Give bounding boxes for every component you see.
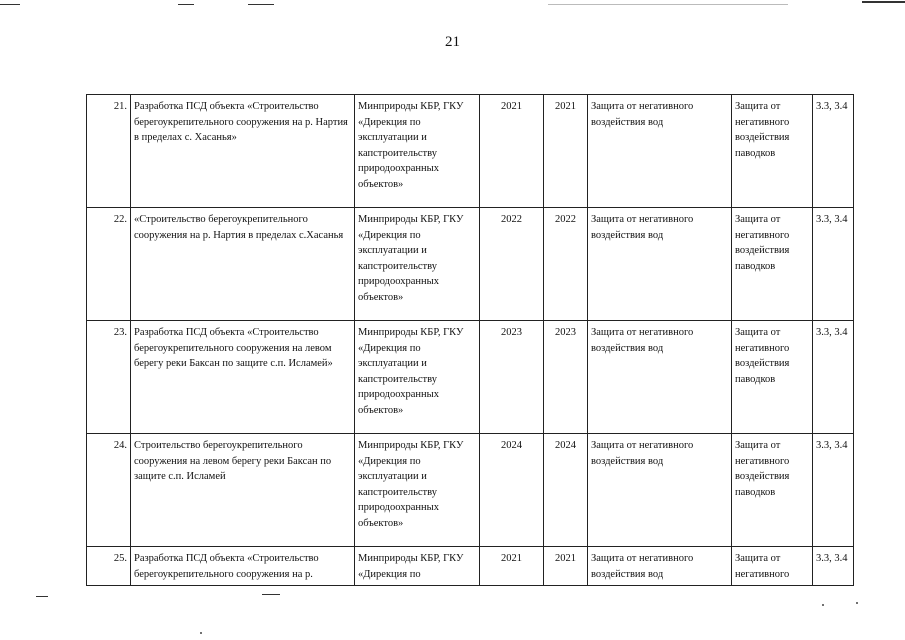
cell-expected-result	[732, 208, 813, 321]
measure-name-text: Разработка ПСД объекта «Строительство берегоукрепительного сооружения на р.	[134, 553, 319, 580]
start-year-text: 2022	[501, 214, 522, 225]
row-number-text: 24.	[113, 440, 127, 451]
cell-expected-result	[732, 95, 813, 208]
direction-text: Защита от негативного воздействия вод	[591, 440, 694, 467]
row-number-text: 21.	[113, 101, 127, 112]
cell-end-year	[544, 208, 588, 321]
table-body	[87, 95, 854, 586]
scan-mark	[0, 4, 20, 5]
cell-start-year	[480, 208, 544, 321]
scan-mark	[262, 594, 280, 595]
table-row	[87, 95, 854, 208]
cell-direction	[588, 434, 732, 547]
indicators-text: 3.3, 3.4	[816, 553, 848, 564]
cell-direction	[588, 321, 732, 434]
indicators-text: 3.3, 3.4	[816, 440, 848, 451]
start-year-text: 2021	[501, 101, 522, 112]
cell-direction	[588, 547, 732, 586]
executor-text: Минприроды КБР, ГКУ «Дирекция по	[358, 553, 464, 580]
cell-measure-name	[131, 95, 355, 208]
end-year-text: 2024	[555, 440, 576, 451]
cell-executor	[355, 321, 480, 434]
row-number-text: 22.	[113, 214, 127, 225]
measure-name-text: Разработка ПСД объекта «Строительство берегоукрепительного сооружения на левом берегу реки Баксан по защите с.п. Исламей»	[134, 327, 333, 369]
measure-name-text: «Строительство берегоукрепительного сооружения на р. Нартия в пределах с.Хасанья	[134, 214, 344, 241]
executor-text: Минприроды КБР, ГКУ «Дирекция по эксплуатации и капстроительству природоохранных объектов»	[358, 327, 464, 416]
cell-end-year	[544, 321, 588, 434]
measure-name-text: Строительство берегоукрепительного сооружения на левом берегу реки Баксан по защите с.п. Исламей	[134, 440, 332, 482]
cell-expected-result	[732, 547, 813, 586]
expected-result-text: Защита от негативного	[735, 553, 790, 580]
cell-start-year	[480, 321, 544, 434]
cell-direction	[588, 95, 732, 208]
scan-mark	[548, 4, 788, 5]
cell-measure-name	[131, 434, 355, 547]
executor-text: Минприроды КБР, ГКУ «Дирекция по эксплуатации и капстроительству природоохранных объектов»	[358, 101, 464, 190]
cell-executor	[355, 95, 480, 208]
cell-row-number	[87, 434, 131, 547]
direction-text: Защита от негативного воздействия вод	[591, 214, 694, 241]
cell-indicators	[813, 434, 854, 547]
table-row	[87, 434, 854, 547]
cell-row-number	[87, 208, 131, 321]
direction-text: Защита от негативного воздействия вод	[591, 553, 694, 580]
cell-row-number	[87, 95, 131, 208]
executor-text: Минприроды КБР, ГКУ «Дирекция по эксплуатации и капстроительству природоохранных объектов»	[358, 440, 464, 529]
indicators-text: 3.3, 3.4	[816, 327, 848, 338]
scan-mark	[862, 1, 905, 3]
table-row	[87, 321, 854, 434]
cell-end-year	[544, 434, 588, 547]
cell-row-number	[87, 321, 131, 434]
row-number-text: 23.	[113, 327, 127, 338]
scan-speck	[856, 602, 858, 604]
expected-result-text: Защита от негативного воздействия паводков	[735, 101, 790, 159]
cell-expected-result	[732, 321, 813, 434]
indicators-text: 3.3, 3.4	[816, 101, 848, 112]
row-number-text: 25.	[113, 553, 127, 564]
scan-mark	[178, 4, 194, 5]
scan-speck	[822, 604, 824, 606]
direction-text: Защита от негативного воздействия вод	[591, 327, 694, 354]
cell-measure-name	[131, 547, 355, 586]
scan-mark	[248, 4, 274, 5]
start-year-text: 2021	[501, 553, 522, 564]
scan-speck	[200, 632, 202, 634]
cell-end-year	[544, 95, 588, 208]
cell-row-number	[87, 547, 131, 586]
cell-indicators	[813, 321, 854, 434]
cell-start-year	[480, 95, 544, 208]
cell-indicators	[813, 208, 854, 321]
measures-table	[86, 94, 854, 586]
executor-text: Минприроды КБР, ГКУ «Дирекция по эксплуатации и капстроительству природоохранных объектов»	[358, 214, 464, 303]
expected-result-text: Защита от негативного воздействия паводков	[735, 440, 790, 498]
cell-measure-name	[131, 208, 355, 321]
start-year-text: 2023	[501, 327, 522, 338]
cell-executor	[355, 434, 480, 547]
cell-start-year	[480, 434, 544, 547]
end-year-text: 2022	[555, 214, 576, 225]
expected-result-text: Защита от негативного воздействия паводков	[735, 214, 790, 272]
end-year-text: 2023	[555, 327, 576, 338]
cell-start-year	[480, 547, 544, 586]
cell-end-year	[544, 547, 588, 586]
cell-indicators	[813, 95, 854, 208]
cell-expected-result	[732, 434, 813, 547]
table-row	[87, 208, 854, 321]
cell-direction	[588, 208, 732, 321]
direction-text: Защита от негативного воздействия вод	[591, 101, 694, 128]
measure-name-text: Разработка ПСД объекта «Строительство берегоукрепительного сооружения на р. Нартия в пределах с. Хасанья»	[134, 101, 348, 143]
cell-executor	[355, 208, 480, 321]
start-year-text: 2024	[501, 440, 522, 451]
expected-result-text: Защита от негативного воздействия паводков	[735, 327, 790, 385]
page-number: 21	[445, 34, 460, 50]
end-year-text: 2021	[555, 101, 576, 112]
cell-indicators	[813, 547, 854, 586]
table-row	[87, 547, 854, 586]
indicators-text: 3.3, 3.4	[816, 214, 848, 225]
cell-measure-name	[131, 321, 355, 434]
cell-executor	[355, 547, 480, 586]
scan-mark	[36, 596, 48, 597]
end-year-text: 2021	[555, 553, 576, 564]
